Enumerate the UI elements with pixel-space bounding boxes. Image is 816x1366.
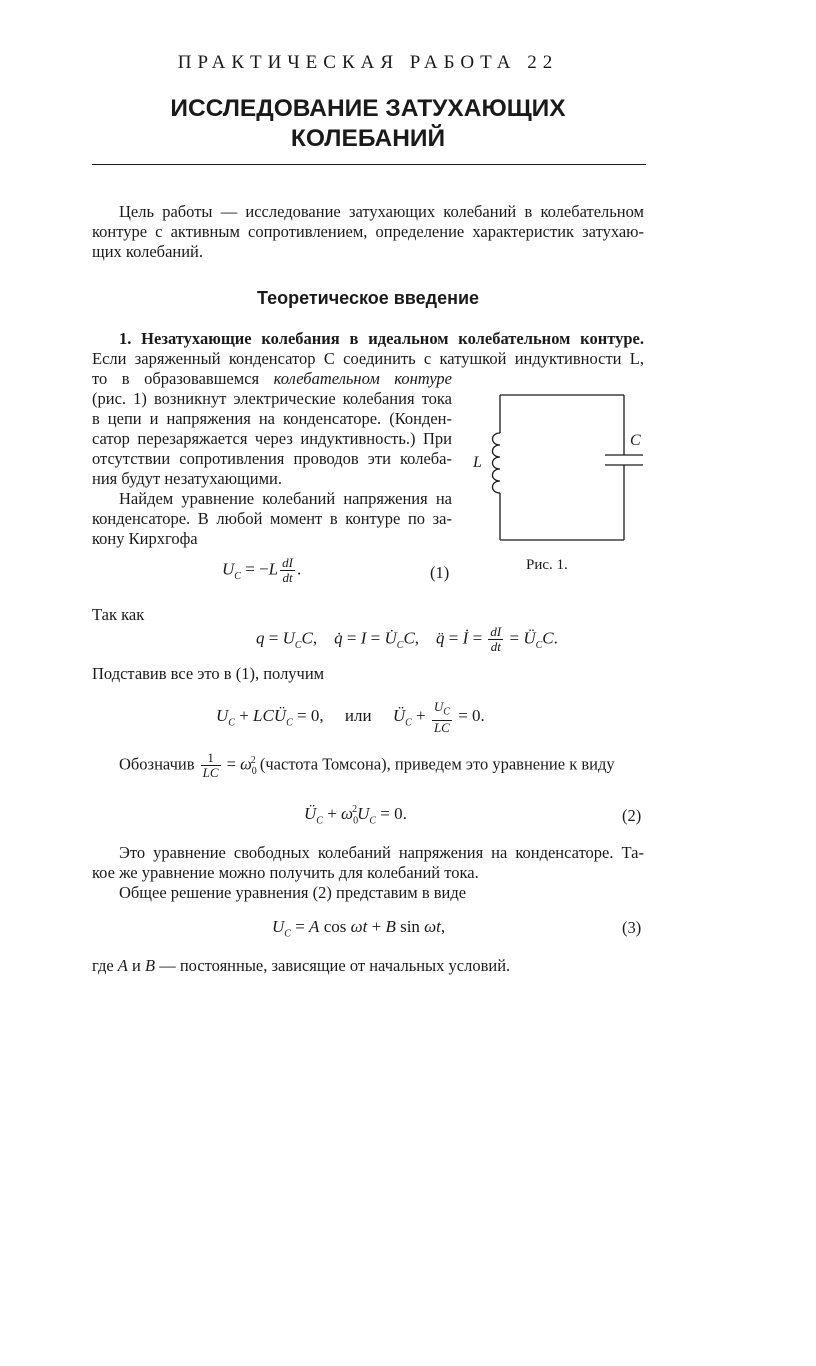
title-divider	[92, 164, 646, 165]
inductor-label: L	[473, 454, 482, 471]
equation-3: $U_C = A$ cos ωt + B sin ωt,	[272, 917, 446, 940]
paragraph-4: Общее решение уравнения (2) представим в виде	[119, 883, 467, 902]
equation-3-number: (3)	[622, 918, 642, 937]
paragraph-1-line-7: ния будут незатухающими.	[92, 469, 282, 488]
section-title: Теоретическое введение	[256, 288, 480, 308]
intro-line-3: щих колебаний.	[92, 242, 204, 261]
equation-2: $Ü_C + \omega_0^2U_C = 0$.	[304, 804, 407, 827]
paragraph-1-line-4: в цепи и напряжения на конденсаторе. (Конден-	[92, 409, 452, 428]
equation-1: $U_C = -L$ $\frac{dI}{dt}$ .	[222, 555, 302, 585]
paragraph-1-line-6: отсутствии сопротивления проводов эти колеба-	[92, 449, 452, 468]
page-title	[92, 94, 644, 154]
text-fragment: то в образовавшемся	[92, 369, 260, 388]
term-oscillating-circuit: колебательном контуре	[273, 369, 452, 388]
paragraph-3-line-2: кое же уравнение можно получить для колебаний тока.	[92, 863, 479, 882]
intro-line-2: контуре с активным сопротивлением, определение характеристик затухаю-	[92, 222, 644, 241]
text-denoting: Обозначив $\frac{1}{LC}$ = $\omega_0^2$ (частота Томсона), приведем это уравнение к виду	[119, 750, 615, 781]
paragraph-3-line-1: Это уравнение свободных колебаний напряжения на конденсаторе. Та-	[119, 843, 644, 862]
equation-1-number: (1)	[430, 563, 450, 582]
text-denoting-a: Обозначив	[119, 754, 195, 774]
equation-charge: $q = U_CC$, q̇ = $I = U̇_CC$, q̈ = İ = $\frac{dI}{dt}$ = $Ü_CC$.	[256, 624, 558, 654]
capacitor-label: C	[630, 432, 641, 449]
text-denoting-b: (частота Томсона), приведем это уравнение к виду	[259, 754, 615, 774]
paragraph-1-line-5: сатор перезаряжается через индуктивность.) При	[92, 429, 452, 448]
paragraph-1-line-2	[92, 369, 452, 389]
lc-circuit-figure	[470, 385, 650, 545]
paragraph-2-line-1: Найдем уравнение колебаний напряжения на	[119, 489, 452, 508]
word-ili: или	[344, 706, 372, 726]
paragraph-1-line-1: Если заряженный конденсатор C соединить с катушкой индуктивности L,	[92, 349, 644, 368]
paragraph-5: где A и B — постоянные, зависящие от начальных условий.	[92, 956, 511, 975]
intro-line-1: Цель работы — исследование затухающих колебаний в колебательном	[119, 202, 644, 221]
text-tak-kak: Так как	[92, 605, 145, 624]
equation-substituted: $U_C$ + $LCÜ_C = 0$, или $Ü_C$ + $\frac{U_C}{LC}$ = 0.	[216, 699, 485, 735]
paragraph-2-line-3: кону Кирхгофа	[92, 529, 198, 548]
figure-caption: Рис. 1.	[526, 557, 568, 573]
title-line-1: ИССЛЕДОВАНИЕ ЗАТУХАЮЩИХ	[170, 95, 566, 122]
equation-2-number: (2)	[622, 806, 642, 825]
text-substituting: Подставив все это в (1), получим	[92, 664, 325, 683]
running-header: ПРАКТИЧЕСКАЯ РАБОТА 22	[177, 52, 559, 73]
subsection-heading: 1. Незатухающие колебания в идеальном колебательном контуре.	[119, 329, 644, 348]
title-line-2: КОЛЕБАНИЙ	[290, 125, 446, 152]
paragraph-2-line-2: конденсаторе. В любой момент в контуре по за-	[92, 509, 452, 528]
inductor-coil	[493, 433, 501, 493]
paragraph-1-line-3: (рис. 1) возникнут электрические колебания тока	[92, 389, 452, 408]
